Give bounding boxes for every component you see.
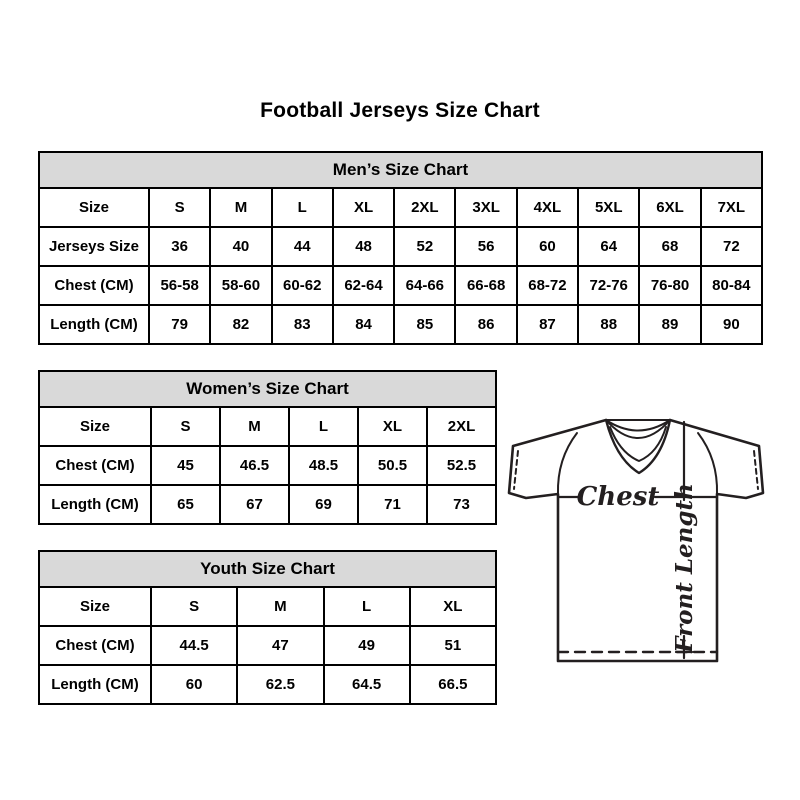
mens-cell: 72 bbox=[701, 227, 762, 266]
womens-row-label: Chest (CM) bbox=[39, 446, 151, 485]
mens-cell: 58-60 bbox=[210, 266, 271, 305]
front-length-label: Front Length bbox=[671, 483, 698, 653]
womens-row-label: Length (CM) bbox=[39, 485, 151, 524]
womens-cell: L bbox=[289, 407, 358, 446]
womens-table-title: Women’s Size Chart bbox=[39, 371, 496, 407]
womens-row-label: Size bbox=[39, 407, 151, 446]
right-cuff-stitch bbox=[754, 451, 758, 489]
womens-cell: 48.5 bbox=[289, 446, 358, 485]
jersey-outline bbox=[509, 420, 763, 661]
mens-cell: 4XL bbox=[517, 188, 578, 227]
youth-row-label: Size bbox=[39, 587, 151, 626]
left-cuff-stitch bbox=[514, 451, 518, 489]
mens-cell: S bbox=[149, 188, 210, 227]
mens-row-label: Length (CM) bbox=[39, 305, 149, 344]
youth-size-table bbox=[38, 550, 497, 705]
chest-label: Chest bbox=[576, 482, 660, 512]
mens-cell: 64 bbox=[578, 227, 639, 266]
mens-cell: 89 bbox=[639, 305, 700, 344]
mens-cell: L bbox=[272, 188, 333, 227]
mens-cell: 88 bbox=[578, 305, 639, 344]
womens-cell: 69 bbox=[289, 485, 358, 524]
youth-cell: XL bbox=[410, 587, 496, 626]
womens-cell: 65 bbox=[151, 485, 220, 524]
youth-cell: S bbox=[151, 587, 237, 626]
womens-cell: 71 bbox=[358, 485, 427, 524]
mens-cell: 68-72 bbox=[517, 266, 578, 305]
jersey-diagram-svg bbox=[500, 403, 772, 675]
mens-cell: 6XL bbox=[639, 188, 700, 227]
mens-cell: 7XL bbox=[701, 188, 762, 227]
mens-cell: 52 bbox=[394, 227, 455, 266]
youth-table-title: Youth Size Chart bbox=[39, 551, 496, 587]
mens-cell: 60-62 bbox=[272, 266, 333, 305]
mens-cell: M bbox=[210, 188, 271, 227]
mens-cell: 2XL bbox=[394, 188, 455, 227]
womens-cell: 2XL bbox=[427, 407, 496, 446]
mens-cell: 44 bbox=[272, 227, 333, 266]
mens-row-label: Jerseys Size bbox=[39, 227, 149, 266]
mens-cell: 79 bbox=[149, 305, 210, 344]
youth-cell: 60 bbox=[151, 665, 237, 704]
mens-row-label: Chest (CM) bbox=[39, 266, 149, 305]
mens-cell: 64-66 bbox=[394, 266, 455, 305]
mens-size-table bbox=[38, 151, 763, 345]
youth-cell: 64.5 bbox=[324, 665, 410, 704]
womens-size-table bbox=[38, 370, 497, 525]
mens-table-title: Men’s Size Chart bbox=[39, 152, 762, 188]
mens-row-label: Size bbox=[39, 188, 149, 227]
mens-cell: 76-80 bbox=[639, 266, 700, 305]
youth-cell: 49 bbox=[324, 626, 410, 665]
womens-cell: M bbox=[220, 407, 289, 446]
mens-cell: 72-76 bbox=[578, 266, 639, 305]
youth-cell: 62.5 bbox=[237, 665, 323, 704]
mens-cell: 62-64 bbox=[333, 266, 394, 305]
womens-cell: S bbox=[151, 407, 220, 446]
left-armhole-seam bbox=[558, 433, 577, 494]
mens-cell: 60 bbox=[517, 227, 578, 266]
mens-cell: 87 bbox=[517, 305, 578, 344]
mens-cell: 83 bbox=[272, 305, 333, 344]
mens-cell: 3XL bbox=[455, 188, 516, 227]
youth-cell: 47 bbox=[237, 626, 323, 665]
mens-cell: 36 bbox=[149, 227, 210, 266]
youth-cell: 66.5 bbox=[410, 665, 496, 704]
mens-cell: 40 bbox=[210, 227, 271, 266]
mens-cell: 56 bbox=[455, 227, 516, 266]
womens-cell: 67 bbox=[220, 485, 289, 524]
right-armhole-seam bbox=[698, 433, 717, 494]
page-title: Football Jerseys Size Chart bbox=[260, 99, 540, 122]
youth-cell: 51 bbox=[410, 626, 496, 665]
mens-cell: 80-84 bbox=[701, 266, 762, 305]
mens-cell: 86 bbox=[455, 305, 516, 344]
womens-cell: 52.5 bbox=[427, 446, 496, 485]
mens-cell: 5XL bbox=[578, 188, 639, 227]
youth-row-label: Length (CM) bbox=[39, 665, 151, 704]
mens-cell: 48 bbox=[333, 227, 394, 266]
youth-cell: L bbox=[324, 587, 410, 626]
womens-cell: XL bbox=[358, 407, 427, 446]
jersey-measurement-diagram bbox=[500, 403, 772, 675]
womens-cell: 45 bbox=[151, 446, 220, 485]
youth-row-label: Chest (CM) bbox=[39, 626, 151, 665]
collar-back-arc-2 bbox=[606, 420, 670, 438]
mens-cell: 66-68 bbox=[455, 266, 516, 305]
mens-cell: 68 bbox=[639, 227, 700, 266]
mens-cell: 82 bbox=[210, 305, 271, 344]
youth-cell: 44.5 bbox=[151, 626, 237, 665]
mens-cell: 56-58 bbox=[149, 266, 210, 305]
mens-cell: 84 bbox=[333, 305, 394, 344]
womens-cell: 50.5 bbox=[358, 446, 427, 485]
youth-cell: M bbox=[237, 587, 323, 626]
mens-cell: 85 bbox=[394, 305, 455, 344]
mens-cell: 90 bbox=[701, 305, 762, 344]
womens-cell: 73 bbox=[427, 485, 496, 524]
womens-cell: 46.5 bbox=[220, 446, 289, 485]
mens-cell: XL bbox=[333, 188, 394, 227]
